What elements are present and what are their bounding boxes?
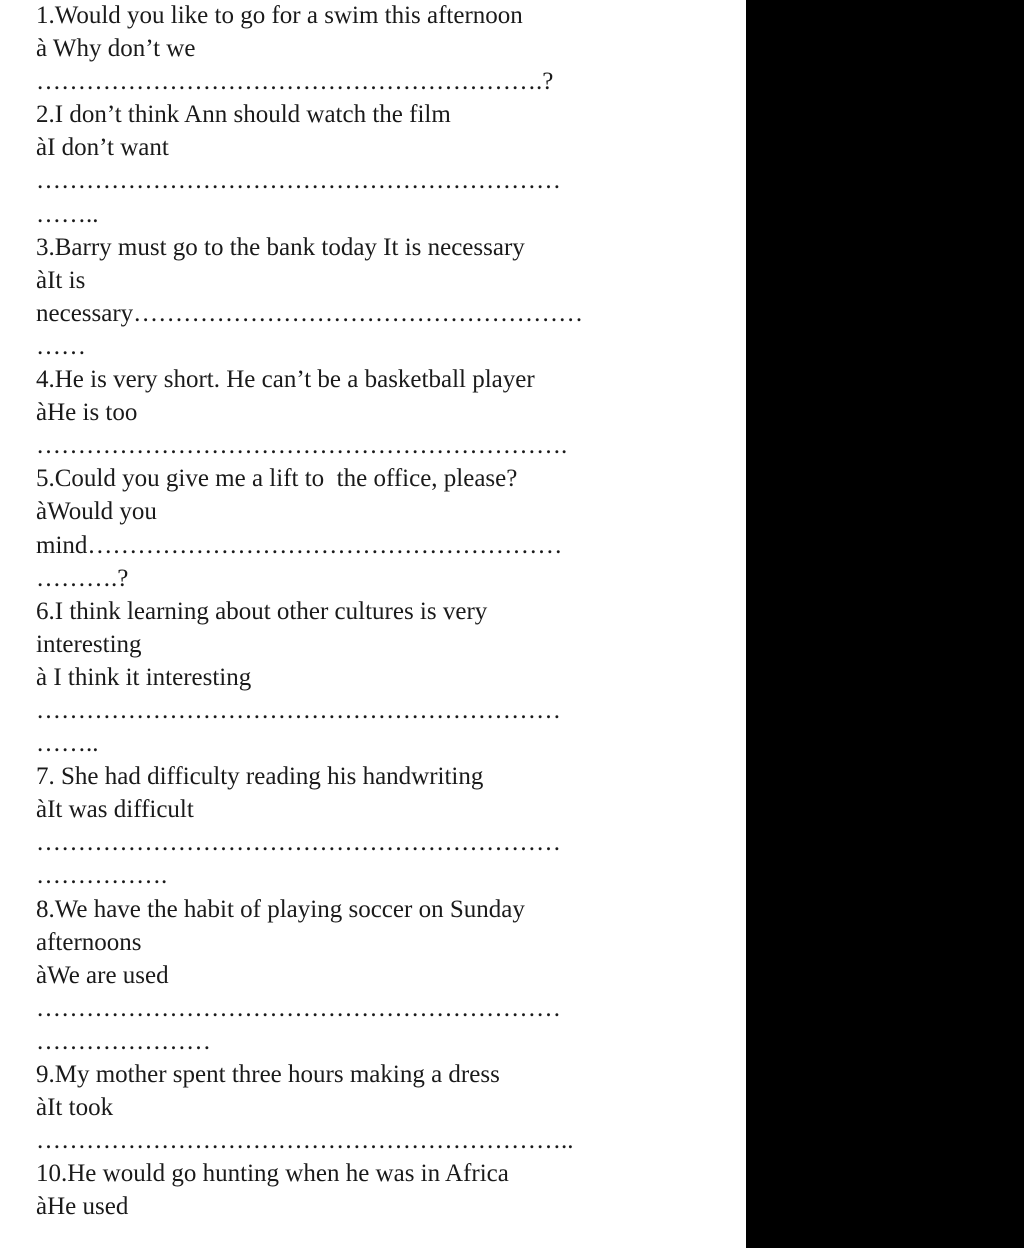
answer-stem: àWe are used [36,961,169,989]
exercise-prompt: 4.He is very short. He can’t be a basketball player [36,366,535,394]
answer-stem: àIt took [36,1094,114,1122]
exercise-item-1 [36,0,736,98]
answer-blank-continued: ………………… [36,1027,211,1055]
answer-blank: …………………………………………………….? [36,68,554,96]
answer-blank: necessary……………………………………………… [36,299,584,327]
exercise-prompt: 6.I think learning about other cultures is very [36,597,488,625]
exercise-prompt: 2.I don’t think Ann should watch the film [36,101,451,129]
exercise-prompt: 8.We have the habit of playing soccer on Sunday [36,895,525,923]
answer-blank-continued: …….. [36,200,99,228]
answer-stem: à I think it interesting [36,663,252,691]
answer-stem: àI don’t want [36,134,169,162]
answer-blank: ……………………………………………………….. [36,1127,574,1155]
exercise-item-10 [36,1157,736,1223]
exercise-prompt: 1.Would you like to go for a swim this afternoon [36,2,523,29]
answer-blank-continued: ……………. [36,862,168,890]
answer-stem: à Why don’t we [36,35,196,63]
exercise-item-3 [36,231,736,363]
exercise-item-6 [36,595,736,760]
answer-blank-continued: ……….? [36,564,129,592]
black-side-panel [746,0,1024,1248]
answer-blank: mind………………………………………………… [36,531,563,559]
answer-stem: àIt is [36,266,86,294]
exercise-prompt: 7. She had difficulty reading his handwriting [36,763,484,791]
answer-blank-continued: …… [36,332,86,360]
exercise-item-8 [36,893,736,1058]
exercise-prompt: 5.Could you give me a lift to the office, please? [36,465,518,493]
answer-stem: àHe is too [36,399,138,427]
answer-blank: ……………………………………………………… [36,696,561,724]
exercise-prompt: 9.My mother spent three hours making a dress [36,1061,500,1088]
answer-blank: ……………………………………………………… [36,994,561,1022]
exercise-prompt: 10.He would go hunting when he was in Africa [36,1160,509,1188]
answer-blank: ………………………………………………………. [36,432,568,460]
exercise-list [36,0,736,1223]
exercise-prompt-continued: afternoons [36,928,142,956]
answer-stem: àHe used [36,1193,129,1221]
answer-stem: àWould you [36,498,157,526]
exercise-prompt-continued: interesting [36,630,142,658]
exercise-item-4 [36,363,736,462]
answer-blank: ……………………………………………………… [36,167,561,195]
exercise-item-5 [36,462,736,594]
exercise-item-2 [36,98,736,230]
exercise-item-9 [36,1058,736,1157]
answer-blank-continued: …….. [36,730,99,758]
exercise-item-7 [36,760,736,892]
exercise-prompt: 3.Barry must go to the bank today It is necessary [36,233,525,261]
answer-stem: àIt was difficult [36,796,194,824]
answer-blank: ……………………………………………………… [36,829,561,857]
